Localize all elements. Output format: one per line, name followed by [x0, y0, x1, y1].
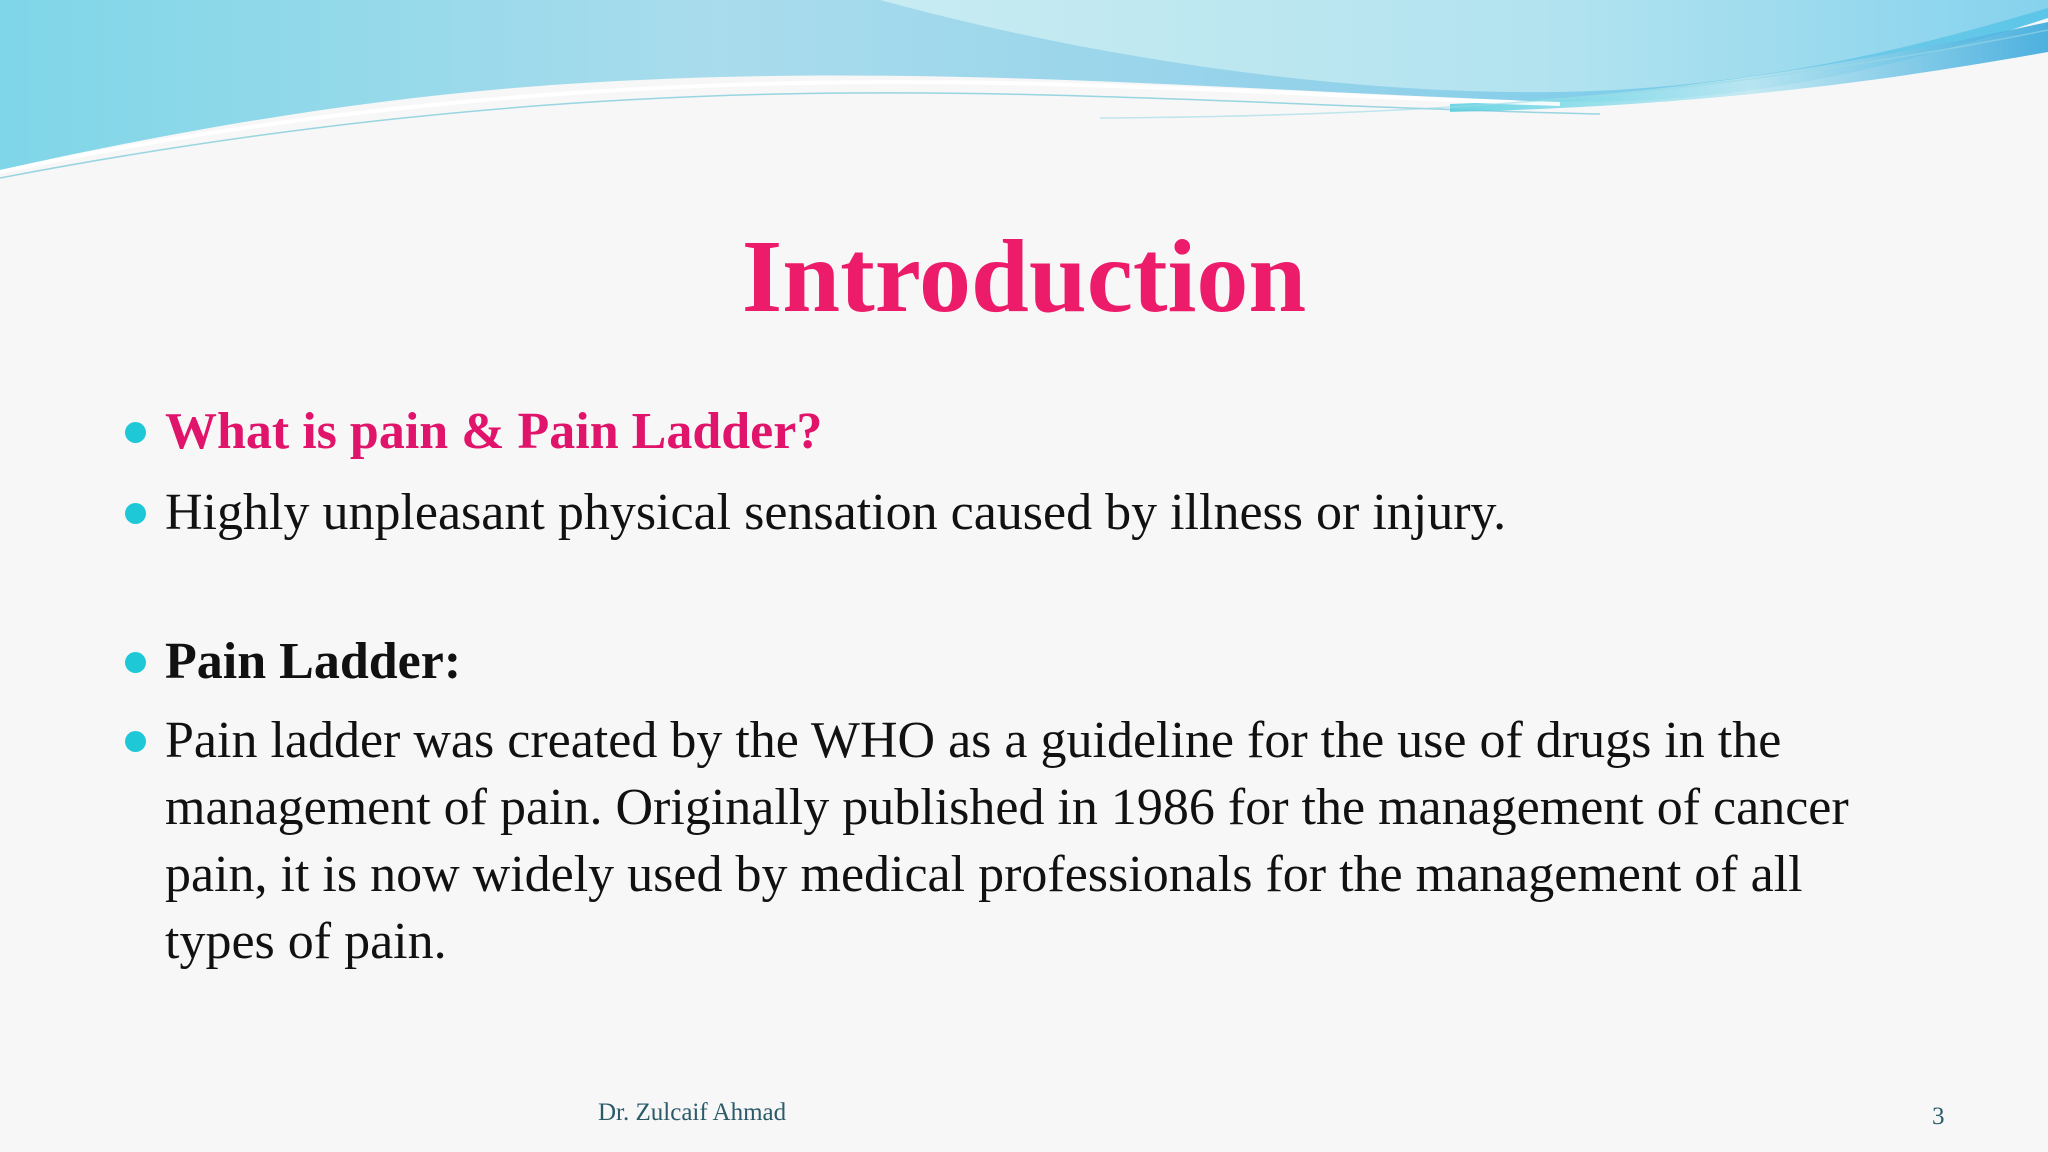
bullet-item	[125, 707, 1925, 975]
bullet-item	[125, 479, 1925, 546]
footer-author: Dr. Zulcaif Ahmad	[598, 1099, 787, 1126]
page-number: 3	[1932, 1103, 1945, 1130]
bullet-list	[125, 398, 1925, 975]
bullet-item	[125, 398, 1925, 465]
bullet-text: Highly unpleasant physical sensation caused by illness or injury.	[165, 484, 1507, 541]
bullet-dot-icon	[125, 652, 146, 673]
bullet-text: Pain ladder was created by the WHO as a guideline for the use of drugs in the management of pain. Originally published in 1986 for the management of cancer pain, it is now widely used by medical professionals for the management of all types of pain.	[165, 712, 1849, 970]
bullet-text: What is pain & Pain Ladder?	[165, 403, 823, 460]
bullet-dot-icon	[125, 503, 146, 524]
bullet-text: Pain Ladder:	[165, 633, 462, 690]
slide-title: Introduction	[741, 219, 1307, 334]
bullet-dot-icon	[125, 731, 146, 752]
bullet-dot-icon	[125, 422, 146, 443]
bullet-item	[125, 628, 1925, 695]
decorative-wave-header	[0, 0, 2048, 200]
